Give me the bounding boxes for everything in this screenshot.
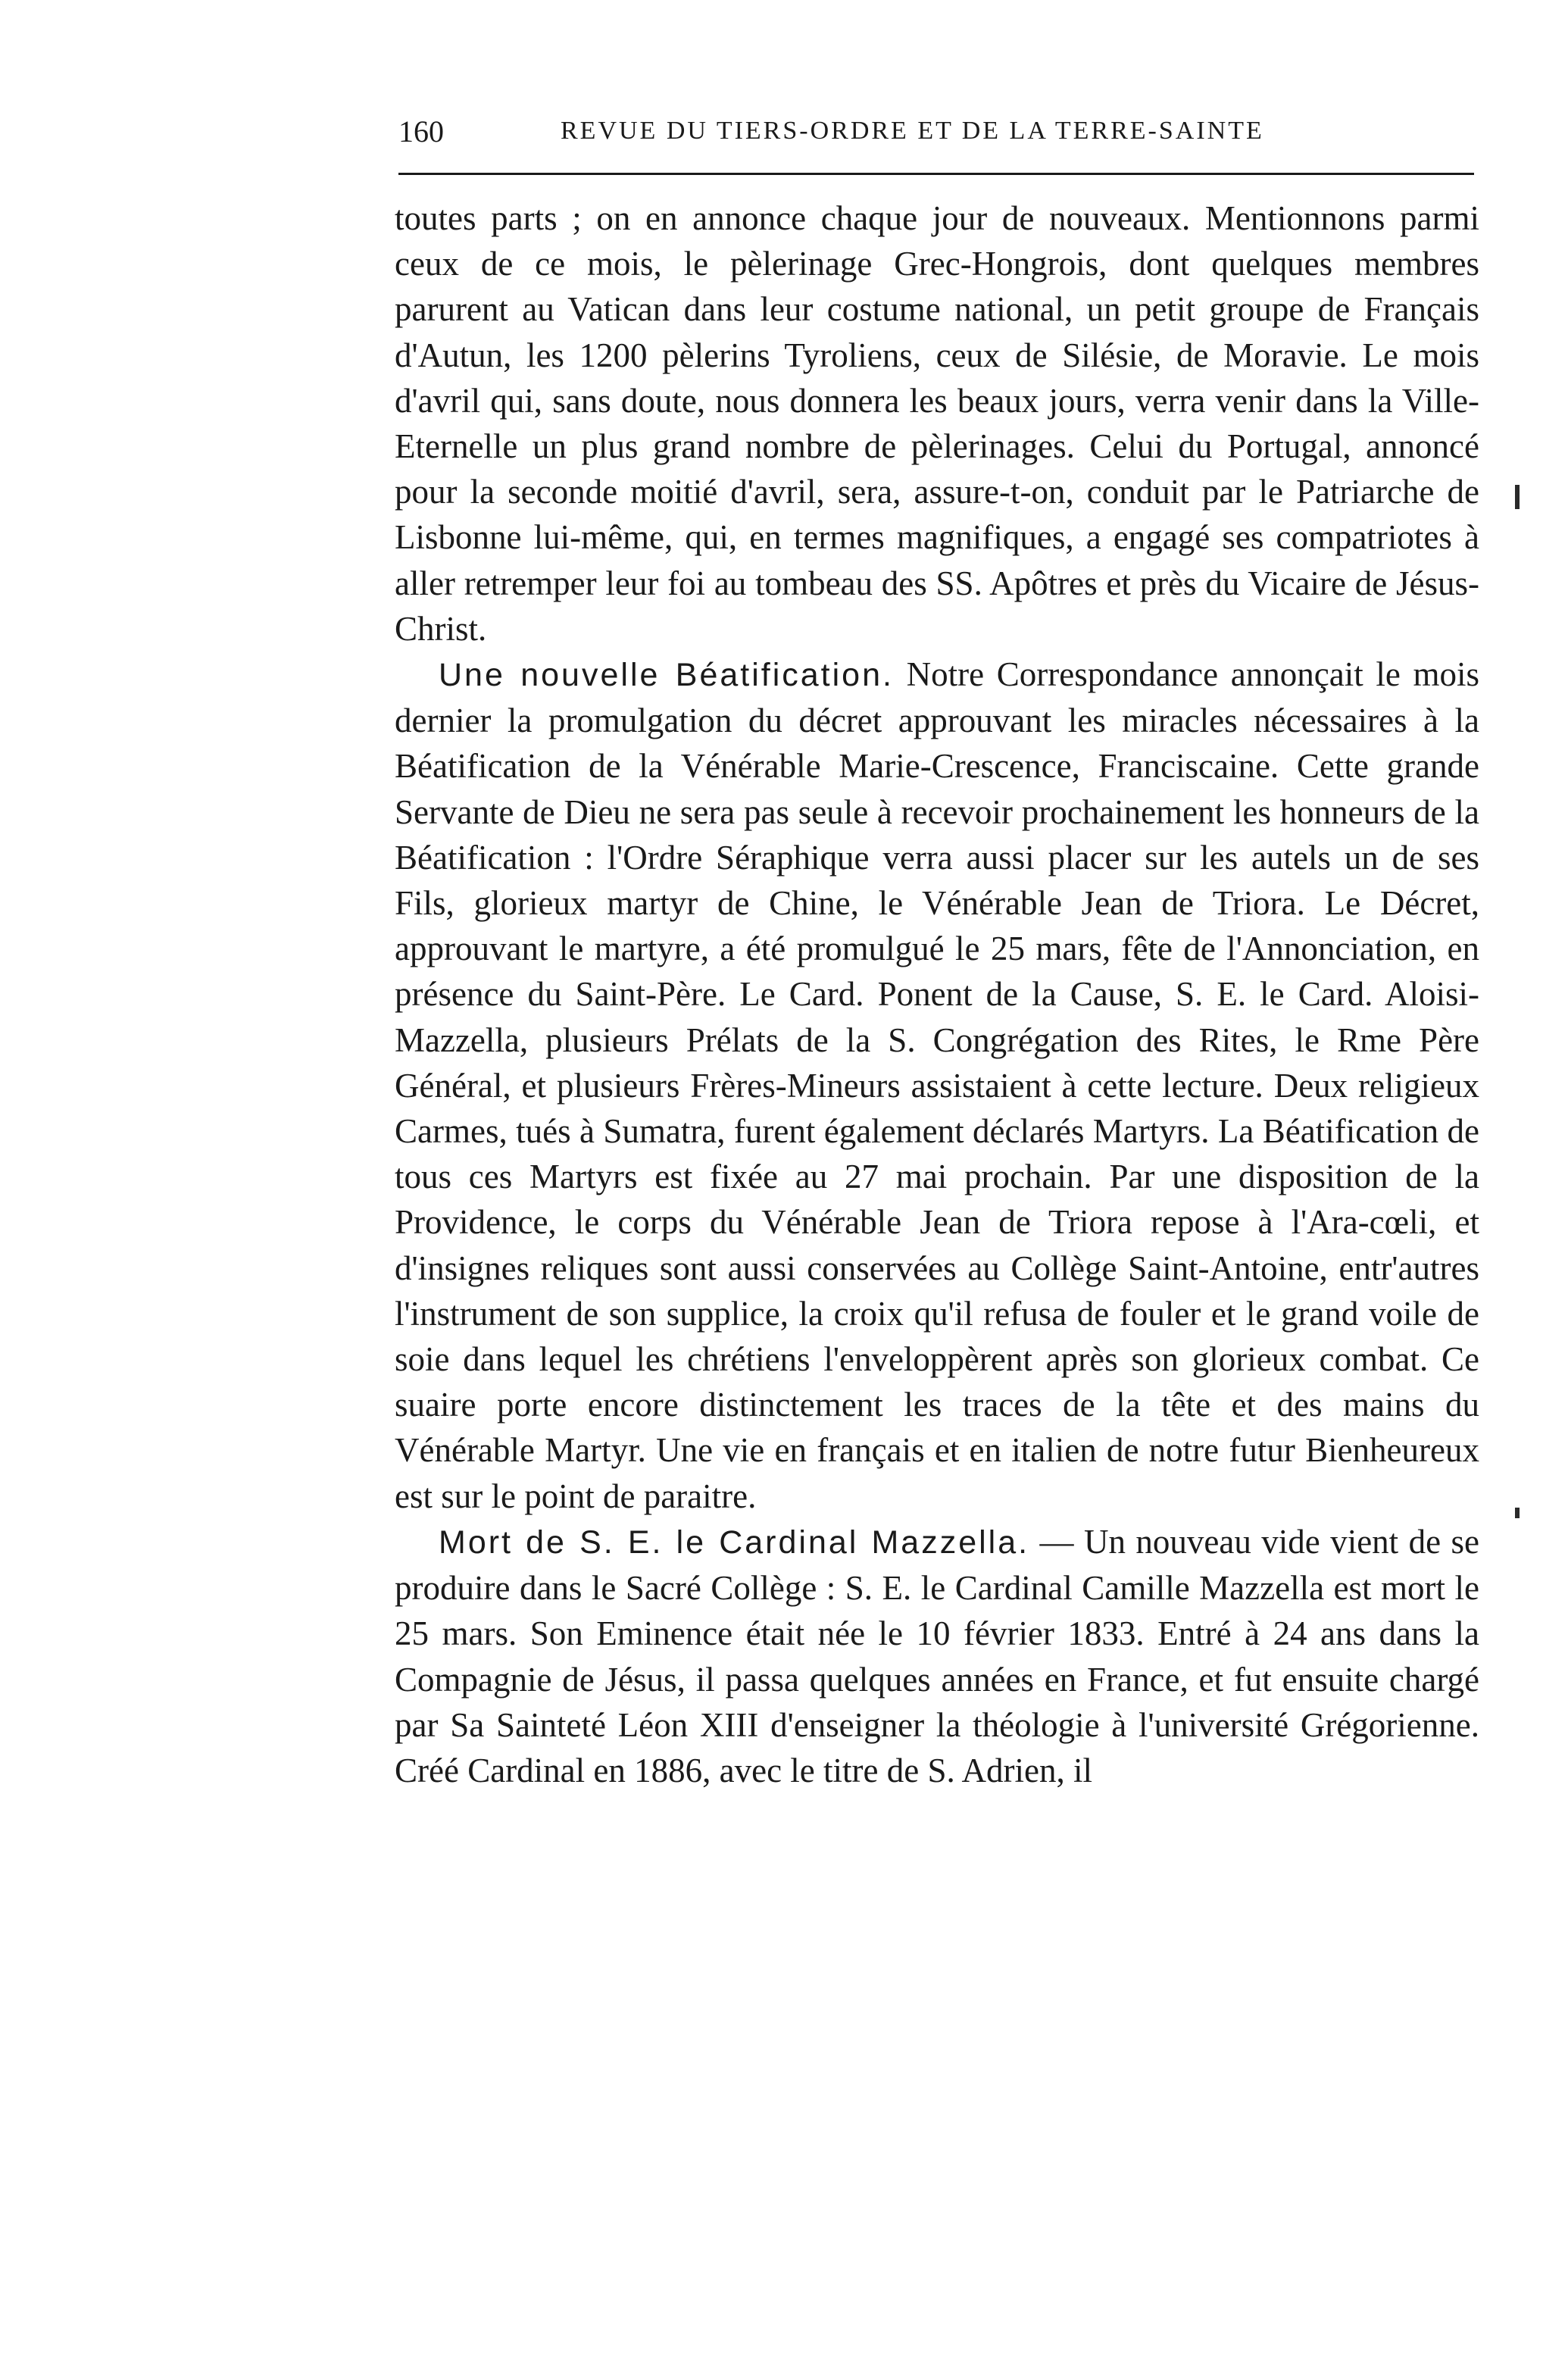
margin-scan-mark [1515, 1508, 1520, 1518]
header-rule [398, 173, 1474, 175]
running-title: REVUE DU TIERS-ORDRE ET DE LA TERRE-SAINTE [561, 117, 1264, 145]
paragraph-beatification [395, 652, 1479, 1519]
section-heading-beatification: Une nouvelle Béatification. [439, 657, 894, 694]
paragraph-pilgrimages [395, 195, 1479, 652]
section-heading-cardinal-death: Mort de S. E. le Cardinal Mazzella. [439, 1524, 1030, 1561]
paragraph-cardinal-death [395, 1519, 1479, 1793]
paragraph-text: Notre Correspondance annonçait le mois dernier la promulgation du décret approuvant les miracles nécessaires à la Béatification de la Vénérable Marie-Crescence, Franciscaine. Cette grande Servante de Dieu ne sera pas seule à recevoir prochainement les honneurs de la Béatification : l'Ordre Séraphique verra aussi placer sur les autels un de ses Fils, glorieux martyr de Chine, le Vénérable Jean de Triora. Le Décret, approuvant le martyre, a été promulgué le 25 mars, fête de l'Annonciation, en présence du Saint-Père. Le Card. Ponent de la Cause, S. E. le Card. Aloisi-Mazzella, plusieurs Prélats de la S. Congrégation des Rites, le Rme Père Général, et plusieurs Frères-Mineurs assistaient à cette lecture. Deux religieux Carmes, tués à Sumatra, furent également déclarés Martyrs. La Béatification de tous ces Martyrs est fixée au 27 mai prochain. Par une disposition de la Providence, le corps du Vénérable Jean de Triora repose à l'Ara-cœli, et d'insignes reliques sont aussi conservées au Collège Saint-Antoine, entr'autres l'instrument de son supplice, la croix qu'il refusa de fouler et le grand voile de soie dans lequel les chrétiens l'enveloppèrent après son glorieux combat. Ce suaire porte encore distinctement les traces de la tête et des mains du Vénérable Martyr. Une vie en français et en italien de notre futur Bienheureux est sur le point de paraitre. [395, 655, 1480, 1515]
em-dash: — [1039, 1522, 1074, 1561]
article-body [395, 195, 1479, 1793]
page-header [398, 114, 1474, 156]
paragraph-text: Un nouveau vide vient de se produire dans le Sacré Collège : S. E. le Cardinal Camille Mazzella est mort le 25 mars. Son Eminence était née le 10 février 1833. Entré à 24 ans dans la Compagnie de Jésus, il passa quelques années en France, et fut ensuite chargé par Sa Sainteté Léon XIII d'enseigner la théologie à l'université Grégorienne. Créé Cardinal en 1886, avec le titre de S. Adrien, il [395, 1522, 1479, 1789]
page-number: 160 [398, 114, 444, 148]
paragraph-text: toutes parts ; on en annonce chaque jour de nouveaux. Mentionnons parmi ceux de ce mois, le pèlerinage Grec-Hongrois, dont quelques membres parurent au Vatican dans leur costume national, un petit groupe de Français d'Autun, les 1200 pèlerins Tyroliens, ceux de Silésie, de Moravie. Le mois d'avril qui, sans doute, nous donnera les beaux jours, verra venir dans la Ville-Eternelle un plus grand nombre de pèlerinages. Celui du Portugal, annoncé pour la seconde moitié d'avril, sera, assure-t-on, conduit par le Patriarche de Lisbonne lui-même, qui, en termes magnifiques, a engagé ses compatriotes à aller retremper leur foi au tombeau des SS. Apôtres et près du Vicaire de Jésus-Christ. [395, 199, 1479, 648]
margin-scan-mark [1515, 485, 1520, 509]
